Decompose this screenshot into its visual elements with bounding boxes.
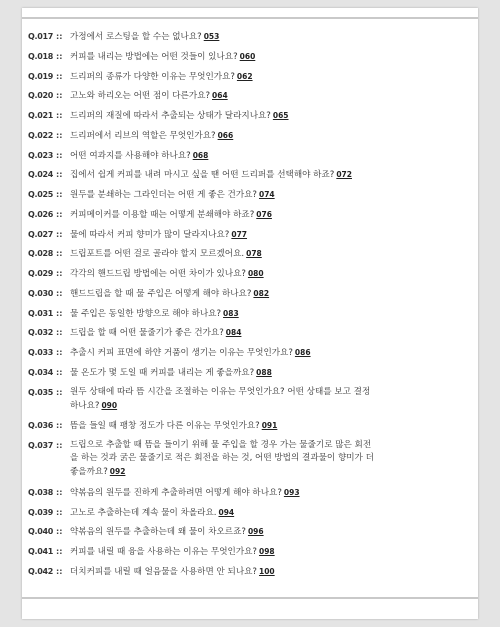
separator: :: xyxy=(56,229,63,239)
toc-entry xyxy=(28,70,438,90)
page-number: 086 xyxy=(294,348,311,357)
question-text: 각각의 핸드드립 방법에는 어떤 차이가 있나요? xyxy=(70,269,246,279)
page-number: 088 xyxy=(256,367,272,377)
toc-entry xyxy=(28,208,438,228)
page-number: 065 xyxy=(272,111,289,120)
toc-entry xyxy=(28,30,438,50)
page-number: 091 xyxy=(261,421,278,431)
question-text: 물 온도가 몇 도일 때 커피를 내리는 게 좋을까요? xyxy=(70,367,255,378)
page-number: 096 xyxy=(247,527,264,537)
separator: :: xyxy=(56,190,63,199)
separator: :: xyxy=(56,71,63,81)
top-rule xyxy=(22,17,478,19)
question-number: Q.023 xyxy=(28,150,54,160)
question-text: 드립을 할 때 어떤 물줄기가 좋은 건가요? xyxy=(70,328,224,339)
page-number: 094 xyxy=(218,507,235,517)
question-text-line: 원두 상태에 따라 뜸 시간을 조절하는 이유는 무엇인가요? 어떤 상태를 보고 결정 xyxy=(70,386,371,397)
page-number: 060 xyxy=(239,51,256,61)
question-text: 핸드드립을 할 때 물 주입은 어떻게 해야 하나요? xyxy=(70,288,252,299)
question-number: Q.021 xyxy=(28,111,54,120)
separator: :: xyxy=(56,507,63,517)
separator: :: xyxy=(56,308,63,318)
toc-entry xyxy=(28,545,438,565)
toc-entry xyxy=(28,149,438,169)
separator: :: xyxy=(56,367,63,377)
question-number: Q.029 xyxy=(28,269,54,278)
question-number: Q.020 xyxy=(28,91,54,101)
question-number: Q.036 xyxy=(28,421,54,431)
page-number: 092 xyxy=(109,467,126,476)
page-number: 074 xyxy=(258,190,275,199)
separator: :: xyxy=(56,51,63,61)
page-number: 083 xyxy=(223,308,239,318)
table-of-contents xyxy=(28,30,438,585)
question-text: 추출시 커피 표면에 하얀 거품이 생기는 이유는 무엇인가요? xyxy=(70,348,293,358)
toc-entry xyxy=(28,188,438,208)
page-number: 062 xyxy=(236,71,253,81)
question-text: 드리퍼의 재질에 따라서 추출되는 상태가 달라지나요? xyxy=(70,111,271,121)
separator: :: xyxy=(56,441,63,450)
toc-entry xyxy=(28,109,438,129)
question-text-line: 좋을까요? xyxy=(70,467,108,477)
question-text-line: 드립으로 추출할 때 뜸을 들이기 위해 물 주입을 할 경우 가는 물줄기로 많은 회전 xyxy=(70,440,372,450)
question-number: Q.039 xyxy=(28,507,54,517)
page-number: 064 xyxy=(212,91,228,101)
separator: :: xyxy=(56,32,63,41)
page-number: 082 xyxy=(253,288,270,298)
separator: :: xyxy=(56,249,63,259)
page-number: 090 xyxy=(101,400,118,410)
toc-entry xyxy=(28,307,438,327)
page-number: 077 xyxy=(231,229,248,239)
separator: :: xyxy=(56,111,63,120)
question-number: Q.026 xyxy=(28,209,54,219)
question-number: Q.033 xyxy=(28,348,54,357)
question-number: Q.028 xyxy=(28,249,54,259)
question-number: Q.038 xyxy=(28,487,54,497)
toc-entry xyxy=(28,346,438,366)
separator: :: xyxy=(56,130,63,140)
separator: :: xyxy=(56,421,63,431)
question-number: Q.041 xyxy=(28,547,54,556)
question-text: 커피를 내릴 때 융을 사용하는 이유는 무엇인가요? xyxy=(70,547,257,557)
question-number: Q.040 xyxy=(28,527,54,537)
page-number: 080 xyxy=(247,269,264,278)
page-number: 093 xyxy=(283,487,300,497)
separator: :: xyxy=(56,348,63,357)
toc-entry xyxy=(28,419,438,439)
question-text: 드립포트를 어떤 걸로 골라야 할지 모르겠어요. xyxy=(70,249,245,260)
toc-entry xyxy=(28,228,438,248)
question-text: 고노와 하리오는 어떤 점이 다른가요? xyxy=(70,91,211,102)
question-text: 약볶음의 원두를 추출하는데 왜 물이 차오르죠? xyxy=(70,527,246,538)
page-number: 068 xyxy=(192,150,209,160)
toc-entry xyxy=(28,168,438,188)
question-text: 가정에서 로스팅을 할 수는 없나요? xyxy=(70,32,202,42)
toc-entry xyxy=(28,267,438,287)
separator: :: xyxy=(56,566,63,576)
question-number: Q.027 xyxy=(28,229,54,239)
toc-entry xyxy=(28,386,438,413)
question-text: 어떤 여과지를 사용해야 하나요? xyxy=(70,150,191,161)
toc-entry xyxy=(28,366,438,386)
question-text: 약볶음의 원두를 진하게 추출하려면 어떻게 해야 하나요? xyxy=(70,487,282,498)
separator: :: xyxy=(56,150,63,160)
question-text: 집에서 쉽게 커피를 내려 마시고 싶을 땐 어떤 드리퍼를 선택해야 하죠? xyxy=(70,170,335,181)
question-number: Q.037 xyxy=(28,441,54,450)
question-number: Q.042 xyxy=(28,566,54,576)
question-number: Q.024 xyxy=(28,170,54,180)
question-text: 드리퍼에서 리브의 역할은 무엇인가요? xyxy=(70,130,216,141)
question-text-line: 을 하는 것과 굵은 물줄기로 적은 회전을 하는 것, 어떤 방법의 결과물이 향미가 더 xyxy=(70,453,374,463)
question-number: Q.018 xyxy=(28,51,54,61)
page-number: 072 xyxy=(336,170,352,180)
question-text-line: 하나요? xyxy=(70,400,100,411)
page-number: 053 xyxy=(203,32,220,41)
question-text: 커피를 내리는 방법에는 어떤 것들이 있나요? xyxy=(70,51,238,62)
page-number: 084 xyxy=(225,328,242,338)
separator: :: xyxy=(56,387,63,397)
page-number: 098 xyxy=(258,547,275,556)
separator: :: xyxy=(56,269,63,278)
toc-entry xyxy=(28,439,438,479)
question-number: Q.030 xyxy=(28,288,54,298)
separator: :: xyxy=(56,170,63,180)
question-text: 뜸을 들일 때 팽창 정도가 다른 이유는 무엇인가요? xyxy=(70,421,260,432)
question-number: Q.034 xyxy=(28,367,54,377)
question-number: Q.022 xyxy=(28,130,54,140)
separator: :: xyxy=(56,288,63,298)
toc-entry xyxy=(28,287,438,307)
separator: :: xyxy=(56,527,63,537)
toc-entry xyxy=(28,486,438,506)
toc-entry xyxy=(28,129,438,149)
question-text: 드리퍼의 종류가 다양한 이유는 무엇인가요? xyxy=(70,71,235,82)
toc-entry xyxy=(28,247,438,267)
question-text: 물에 따라서 커피 향미가 많이 달라지나요? xyxy=(70,229,230,240)
toc-entry xyxy=(28,506,438,526)
question-text: 고노로 추출하는데 계속 물이 차올라요. xyxy=(70,507,217,518)
question-text: 커피메이커를 이용할 때는 어떻게 분쇄해야 하죠? xyxy=(70,209,255,220)
question-number: Q.032 xyxy=(28,328,54,338)
question-number: Q.025 xyxy=(28,190,54,199)
question-text: 물 주입은 동일한 방향으로 해야 하나요? xyxy=(70,308,222,319)
question-number: Q.017 xyxy=(28,32,54,41)
page-number: 076 xyxy=(256,209,272,219)
question-number: Q.019 xyxy=(28,71,54,81)
toc-entry xyxy=(28,50,438,70)
separator: :: xyxy=(56,547,63,556)
toc-entry xyxy=(28,89,438,109)
separator: :: xyxy=(56,209,63,219)
toc-entry xyxy=(28,525,438,545)
page-number: 066 xyxy=(217,130,234,140)
question-text: 원두를 분쇄하는 그라인더는 어떤 게 좋은 건가요? xyxy=(70,190,257,200)
question-number: Q.035 xyxy=(28,387,54,397)
toc-entry xyxy=(28,565,438,585)
page-number: 078 xyxy=(246,249,262,259)
question-number: Q.031 xyxy=(28,308,54,318)
separator: :: xyxy=(56,91,63,101)
toc-entry xyxy=(28,326,438,346)
page-number: 100 xyxy=(258,566,275,576)
bottom-rule xyxy=(22,597,478,599)
separator: :: xyxy=(56,487,63,497)
separator: :: xyxy=(56,328,63,338)
question-text: 더치커피를 내릴 때 얼음물을 사용하면 안 되나요? xyxy=(70,566,257,577)
